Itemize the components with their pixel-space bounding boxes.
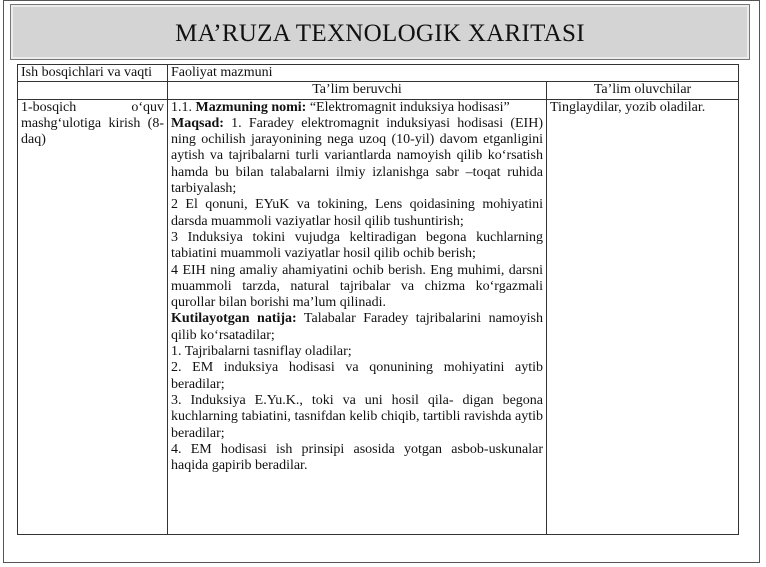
- topic-number: 1.1.: [171, 99, 196, 115]
- topic-value: “Elektromagnit induksiya hodisasi”: [306, 99, 510, 115]
- result-item-3: 3. Induksiya E.Yu.K., toki va uni hosil qila- digan begona kuchlarning tabiatini, tasnifdan kelib chiqib, tartibli ravishda aytib beradilar;: [171, 392, 543, 441]
- topic-label: Mazmuning nomi:: [195, 99, 307, 115]
- result-paragraph: [171, 311, 543, 344]
- title-banner: [10, 4, 750, 60]
- technology-map-table: [17, 64, 739, 535]
- result-text: Talabalar Faradey tajribalarini namoyish qilib ko‘rsatadilar;: [171, 311, 544, 343]
- goal-item-1: 1. Faradey elektromagnit induksiyasi hodisasi (EIH) ning ochilish jarayonining nega uzoq (10-yil) davom etganligini aytish va tajribalarni turli variantlarda namoyish qilib ko‘rsatish hamda bu bilan talabalarni ilmiy izlanishga sabr –toqat ruhida tarbiyalash;: [171, 115, 543, 197]
- col-header-stages: Ish bosqichlari va vaqti: [18, 65, 168, 82]
- topic-line: [171, 100, 543, 116]
- empty-subheader-cell: [18, 82, 168, 99]
- subheader-row: [18, 82, 739, 99]
- result-item-2: 2. EM induksiya hodisasi va qonunining mohiyatini aytib beradilar;: [171, 360, 543, 392]
- result-item-1: 1. Tajribalarni tasniflay oladilar;: [171, 344, 352, 360]
- stage-row: [18, 99, 739, 534]
- header-row: [18, 65, 739, 82]
- result-label: Kutilayotgan natija:: [171, 311, 297, 327]
- subheader-students: Ta’lim oluvchilar: [547, 82, 739, 99]
- subheader-teacher: Ta’lim beruvchi: [168, 82, 547, 99]
- goal-item-3: 3 Induksiya tokini vujudga keltiradigan begona kuchlarning tabiatini muammoli vaziyatlar hosil qilib ochib berish;: [171, 229, 543, 262]
- goal-item-2: 2 El qonuni, EYuK va tokining, Lens qoidasining mohiyatini darsda muammoli vaziyatlar hosil qilib tushuntirish;: [171, 197, 543, 229]
- teacher-cell: [168, 99, 547, 534]
- goal-item-4: 4 EIH ning amaliy ahamiyatini ochib berish. Eng muhimi, darsni muammoli tarzda, natural tajribalar va chizma ko‘rgazmali qurollar bilan borishi ma’lum qilinadi.: [171, 262, 543, 311]
- col-header-activity: Faoliyat mazmuni: [168, 65, 739, 82]
- students-cell: Tinglaydilar, yozib oladilar.: [547, 99, 739, 534]
- goal-label: Maqsad:: [171, 115, 224, 131]
- stage-cell: 1-bosqich o‘quv mashg‘ulotiga kirish (8-daq): [18, 99, 168, 534]
- result-item-4: 4. EM hodisasi ish prinsipi asosida yotgan asbob-uskunalar haqida gapirib beradilar.: [171, 441, 543, 474]
- goal-paragraph: [171, 116, 543, 197]
- document-sheet: [10, 62, 750, 557]
- page-title: MA’RUZA TEXNOLOGIK XARITASI: [175, 20, 585, 47]
